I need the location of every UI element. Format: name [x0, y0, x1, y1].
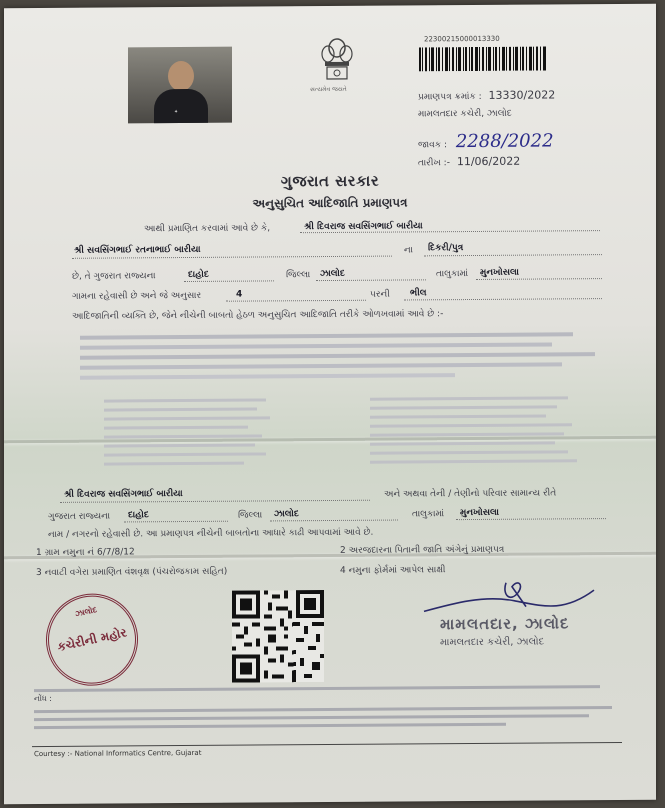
village-line: [184, 280, 274, 282]
resident-district-label: જિલ્લા: [238, 510, 263, 521]
certificate-title: અનુસુચિત આદિજાતિ પ્રમાણપત્ર: [252, 195, 408, 211]
tribe: ભીલ: [410, 288, 427, 299]
qr-code-icon: [232, 590, 324, 683]
schedule-text: ગામના રહેવાસી છે અને જે અનુસાર: [72, 290, 202, 302]
taluka-line: [476, 278, 602, 280]
seal-top-text: ઝાલોદ: [74, 605, 98, 619]
barcode-icon: [419, 46, 547, 71]
resident-state-label: ગુજરાત રાજ્યના: [48, 511, 111, 522]
footer-credit: Courtesy :- National Informatics Centre, Gujarat: [34, 748, 202, 759]
resident-district: ઝાલોદ: [274, 509, 299, 520]
resident-closing: નામ / નગરનો રહેવાસી છે. આ પ્રમાણપત્ર નીચેની બાબતોના આધારે કાઢી આપવામાં આવે છે.: [48, 527, 374, 540]
taluka: મુનખોસલા: [480, 267, 520, 278]
certificate-document: [4, 4, 656, 805]
cert-number-label: પ્રમાણપત્ર ક્રમાંક :: [418, 91, 482, 103]
state-label: છે, તે ગુજરાત રાજ્યના: [72, 271, 156, 282]
basis-item-4: 4 નમુના ફોર્મમાં આપેલ સાક્ષી: [340, 565, 446, 576]
footer-rule: [32, 742, 622, 747]
signatory-title: મામલતદાર, ઝાલોદ: [440, 614, 570, 634]
tribe-label: પરની: [370, 289, 390, 300]
basis-item-2: 2 અરજદારના પિતાની જાતિ અંગેનું પ્રમાણપત્ર: [340, 544, 505, 556]
resident-taluka-line: [456, 518, 606, 520]
issue-date: 11/06/2022: [456, 154, 521, 169]
district: ઝાલોદ: [320, 268, 345, 280]
serial-number: 22300215000013330: [424, 34, 500, 44]
cert-number-row: [418, 88, 555, 102]
note-label: નોંધ :: [34, 693, 52, 704]
certify-text: આથી પ્રમાણિત કરવામાં આવે છે કે,: [144, 223, 271, 235]
resident-taluka: મુનખોસલા: [460, 507, 500, 519]
inward-number: 2288/2022: [455, 130, 554, 153]
date-label: તારીખ :-: [418, 158, 450, 169]
recognition-text: આદિજાતિની વ્યક્તિ છે, જેને નીચેની બાબતો હેઠળ અનુસુચિત આદિજાતિ તરીકે ઓળખવામાં આવે છે :-: [72, 309, 444, 322]
tribe-list-left: [104, 392, 284, 471]
relation: દિકરી/પુત્ર: [428, 243, 464, 254]
father-name: શ્રી સવસિંગભાઈ રતનાભાઈ બારીયા: [74, 244, 201, 256]
village: દાહોદ: [188, 269, 209, 280]
tribe-line: [404, 298, 602, 300]
national-emblem-icon: [317, 36, 357, 86]
father-line: [72, 256, 392, 259]
family-text: અને અથવા તેની / તેણીનો પરિવાર સામાન્ય રીતે: [384, 488, 557, 500]
cert-number: 13330/2022: [488, 88, 556, 102]
inward-row: [418, 130, 554, 152]
district-line: [316, 279, 426, 281]
basis-item-1: 1 ગ્રામ નમુના નં 6/7/8/12: [36, 547, 135, 559]
applicant-photo: ✦: [128, 47, 232, 124]
office-line: મામલતદાર કચેરી, ઝાલોદ: [418, 108, 512, 120]
schedule-line: [226, 300, 366, 302]
government-title: ગુજરાત સરકાર: [280, 171, 380, 191]
date-row: [418, 155, 520, 169]
legal-references-block: [80, 326, 616, 386]
seal-main-text: કચેરીની મહોર: [56, 625, 128, 655]
relation-line: [424, 254, 602, 256]
inward-label: જાવક :: [418, 140, 447, 151]
schedule-number: 4: [236, 289, 243, 300]
relation-label: ના: [404, 245, 413, 256]
resident-line: [60, 500, 370, 503]
taluka-label: તાલુકામાં: [436, 269, 469, 280]
emblem-caption: સત્યમેવ જયતે: [310, 85, 347, 94]
tribe-list-right: [370, 390, 590, 470]
office-seal: [37, 585, 146, 695]
signatory-office: મામલતદાર કચેરી, ઝાલોદ: [440, 636, 545, 649]
resident-village: દાહોદ: [128, 510, 149, 521]
resident-name: શ્રી દિવરાજ સવસિંગભાઈ બારીયા: [64, 489, 183, 500]
basis-item-3: 3 નવાટી વગેરા પ્રમાણિત વંશવૃક્ષ (પંચરોજકામ સહિત): [36, 566, 228, 579]
footer-fine-print: [34, 680, 624, 734]
resident-village-line: [124, 521, 228, 523]
district-label: જિલ્લા: [286, 270, 311, 281]
resident-district-line: [270, 520, 398, 522]
resident-taluka-label: તાલુકામાં: [412, 509, 445, 520]
applicant-name: શ્રી દિવરાજ સવસિંગભાઈ બારીયા: [304, 221, 423, 233]
